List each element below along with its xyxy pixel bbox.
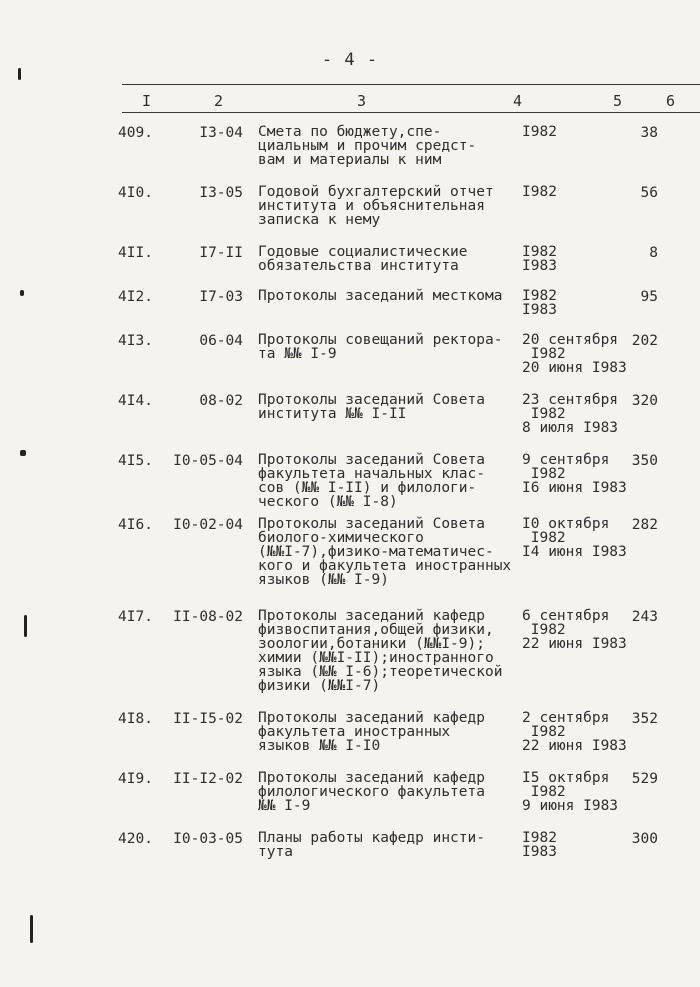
row-pages: 38 xyxy=(640,125,658,141)
row-code: II-I5-02 xyxy=(173,711,243,727)
row-pages: 529 xyxy=(631,771,658,787)
row-number: 4I8. xyxy=(118,711,153,727)
row-pages: 350 xyxy=(631,453,658,469)
header-col-6: 6 xyxy=(666,92,676,110)
binder-mark xyxy=(20,450,26,456)
row-number: 4I4. xyxy=(118,393,153,409)
row-title: Смета по бюджету,спе- циальным и прочим средст- вам и материалы к ним xyxy=(258,124,477,168)
row-title: Годовые социалистические обязательства института xyxy=(258,244,468,274)
row-title: Протоколы заседаний кафедр факультета иностранных языков №№ I-I0 xyxy=(258,710,485,754)
row-title: Годовой бухгалтерский отчет института и объяснительная записка к нему xyxy=(258,184,494,228)
row-date: I5 октября I982 9 июня I983 xyxy=(522,770,619,814)
row-number: 4I7. xyxy=(118,609,153,625)
row-number: 4I0. xyxy=(118,185,153,201)
row-number: 420. xyxy=(118,831,153,847)
row-pages: 300 xyxy=(631,831,658,847)
header-col-3: 3 xyxy=(357,92,367,110)
row-number: 4I5. xyxy=(118,453,153,469)
binder-mark xyxy=(20,290,24,296)
row-title: Планы работы кафедр инсти- тута xyxy=(258,830,485,860)
row-date: I982 I983 xyxy=(522,288,557,318)
row-title: Протоколы заседаний кафедр филологического факультета №№ I-9 xyxy=(258,770,485,814)
row-title: Протоколы заседаний месткома xyxy=(258,288,503,304)
row-code: I3-04 xyxy=(199,125,243,141)
header-col-5: 5 xyxy=(613,92,623,110)
row-number: 4I6. xyxy=(118,517,153,533)
row-title: Протоколы заседаний Совета института №№ I-II xyxy=(258,392,485,422)
row-code: I0-05-04 xyxy=(173,453,243,469)
page-number: - 4 - xyxy=(321,50,379,70)
row-title: Протоколы заседаний кафедр физвоспитания,общей физики, зоологии,ботаники (№№I-9); химии (№№I-II);иностранного языка (№№ I-6);теоретической физики (№№I-7) xyxy=(258,608,503,694)
row-date: 20 сентября I982 20 июня I983 xyxy=(522,332,627,376)
row-number: 409. xyxy=(118,125,153,141)
row-number: 4I2. xyxy=(118,289,153,305)
row-code: I7-II xyxy=(199,245,243,261)
row-date: 6 сентября I982 22 июня I983 xyxy=(522,608,627,652)
row-date: I982 I983 xyxy=(522,244,557,274)
row-title: Протоколы заседаний Совета биолого-химического (№№I-7),физико-математичес- кого и факультета иностранных языков (№№ I-9) xyxy=(258,516,512,588)
row-pages: 243 xyxy=(631,609,658,625)
row-code: 06-04 xyxy=(199,333,243,349)
row-code: I0-02-04 xyxy=(173,517,243,533)
row-date: I982 xyxy=(522,184,557,200)
binder-mark xyxy=(30,915,33,943)
row-pages: 202 xyxy=(631,333,658,349)
header-col-2: 2 xyxy=(214,92,224,110)
row-number: 4II. xyxy=(118,245,153,261)
row-date: I982 I983 xyxy=(522,830,557,860)
header-col-1: I xyxy=(142,92,152,110)
row-code: II-I2-02 xyxy=(173,771,243,787)
row-title: Протоколы совещаний ректора- та №№ I-9 xyxy=(258,332,503,362)
row-date: I0 октября I982 I4 июня I983 xyxy=(522,516,627,560)
row-number: 4I9. xyxy=(118,771,153,787)
row-pages: 56 xyxy=(640,185,658,201)
row-title: Протоколы заседаний Совета факультета начальных клас- сов (№№ I-II) и филологи- ческого (№№ I-8) xyxy=(258,452,485,510)
row-code: 08-02 xyxy=(199,393,243,409)
row-date: 2 сентября I982 22 июня I983 xyxy=(522,710,627,754)
row-number: 4I3. xyxy=(118,333,153,349)
row-code: I3-05 xyxy=(199,185,243,201)
table-header-rule xyxy=(122,112,700,113)
table-top-rule xyxy=(122,84,700,85)
row-date: 23 сентября I982 8 июля I983 xyxy=(522,392,619,436)
row-pages: 320 xyxy=(631,393,658,409)
row-pages: 8 xyxy=(649,245,658,261)
row-code: I0-03-05 xyxy=(173,831,243,847)
row-date: 9 сентября I982 I6 июня I983 xyxy=(522,452,627,496)
header-col-4: 4 xyxy=(513,92,523,110)
row-pages: 282 xyxy=(631,517,658,533)
row-code: I7-03 xyxy=(199,289,243,305)
row-date: I982 xyxy=(522,124,557,140)
binder-mark xyxy=(24,615,27,637)
row-pages: 352 xyxy=(631,711,658,727)
row-code: II-08-02 xyxy=(173,609,243,625)
row-pages: 95 xyxy=(640,289,658,305)
